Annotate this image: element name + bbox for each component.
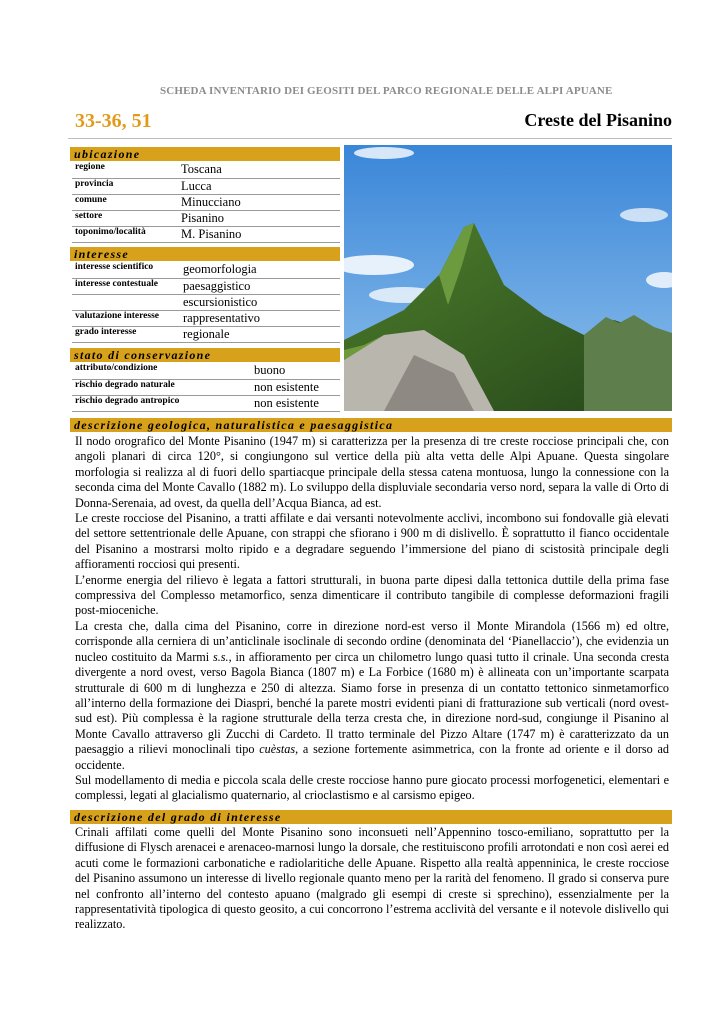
table-row: [72, 210, 340, 226]
table-row: [72, 294, 340, 310]
field-label: grado interesse: [72, 326, 180, 342]
section-descrizione-interesse-title: descrizione del grado di interesse: [70, 810, 672, 824]
text-run-italic: cuèstas: [259, 742, 296, 757]
text-run-italic: s.s.: [213, 649, 229, 664]
field-value: non esistente: [251, 395, 340, 411]
table-row: [72, 379, 340, 395]
table-row: [72, 326, 340, 342]
geosite-code: 33-36, 51: [75, 110, 152, 132]
table-row: [72, 363, 340, 379]
field-value: paesaggistico: [180, 278, 340, 294]
field-label: interesse contestuale: [72, 278, 180, 294]
header-divider: [68, 138, 672, 139]
field-value: M. Pisanino: [178, 226, 340, 242]
field-label: valutazione interesse: [72, 310, 180, 326]
mountain-photo: [344, 145, 672, 411]
field-value: Toscana: [178, 162, 340, 178]
table-row: [72, 278, 340, 294]
paragraph: Il nodo orografico del Monte Pisanino (1947 m) si caratterizza per la presenza di tre creste rocciose principali che, con angoli planari di circa 120°, si congiungono sul vertice della più alta vetta delle Alpi Apuane. Questa singolare morfologia si realizza al di fuori dello spartiacque principale della stessa catena montuosa, lungo la connessione con la seconda cima del Monte Cavallo (1882 m). Lo sviluppo della displuviale secondaria verso nord, separa la valle di Orto di Donna-Serenaia, ad ovest, da quella dell’Acqua Bianca, ad est.: [75, 434, 669, 510]
field-label: rischio degrado antropico: [72, 395, 251, 411]
field-label: regione: [72, 162, 178, 178]
descrizione-interesse-text: [75, 825, 669, 933]
section-stato-title: stato di conservazione: [70, 348, 340, 362]
geosite-name: Creste del Pisanino: [524, 110, 672, 130]
inventory-title: SCHEDA INVENTARIO DEI GEOSITI DEL PARCO REGIONALE DELLE ALPI APUANE: [160, 85, 613, 97]
paragraph: Le creste rocciose del Pisanino, a tratti affilate e dai versanti notevolmente acclivi, incombono sui fondovalle già elevati del settore settentrionale delle Apuane, con strappi che sfiorano i 900 m di dislivello. È soprattutto il fianco occidentale del Pisanino a mostrarsi molto ripido e a degradare seguendo l’immersione del piano di scistosità principale degli affioramenti rocciosi qui presenti.: [75, 511, 669, 572]
field-label: interesse scientifico: [72, 262, 180, 278]
table-row: [72, 226, 340, 242]
field-value: escursionistico: [180, 294, 340, 310]
interesse-table: [72, 262, 340, 343]
field-label: settore: [72, 210, 178, 226]
paragraph: Sul modellamento di media e piccola scala delle creste rocciose hanno pure giocato processi morfogenetici, elementari e complessi, legati al glacialismo quaternario, al crioclastismo e al carsismo epigeo.: [75, 772, 669, 803]
field-label: comune: [72, 194, 178, 210]
ubicazione-table: [72, 162, 340, 243]
text-run: , in affioramento per circa un chilometro lungo quasi tutto il crinale. Una seconda cresta divergente a nord ovest, verso Bagola Bianca (1807 m) e La Forbice (1680 m) è allineata con un’importante scarpata strutturale di 600 m di lunghezza e 250 di altezza. Siamo forse in presenza di un contatto tettonico sinmetamorfico all’interno della formazione dei Diaspri, benché la parete mostri evidenti piani di fratturazione sub verticali (nord ovest-sud est). Più complessa è la ragione strutturale della terza cresta che, in direzione nord-sud, congiunge il Pisanino al Monte Cavallo attraverso gli Zucchi di Cardeto. Il tratto terminale del Pizzo Altare (1747 m) è caratterizzato da un paesaggio a rilievi monoclinali tipo: [75, 649, 669, 757]
table-row: [72, 162, 340, 178]
field-value: regionale: [180, 326, 340, 342]
field-value: buono: [251, 363, 340, 379]
field-value: rappresentativo: [180, 310, 340, 326]
text-run: La cresta che, dalla cima del Pisanino, corre in direzione nord-est verso il Monte Mirandola (1566 m) ed oltre, corrisponde alla cerniera di un’anticlinale isoclinale di secondo ordine (denominata del ‘Pianellaccio’), che evidenzia un nucleo costituito da Marmi: [75, 618, 669, 664]
field-value: Minucciano: [178, 194, 340, 210]
table-row: [72, 395, 340, 411]
field-value: geomorfologia: [180, 262, 340, 278]
field-value: Lucca: [178, 178, 340, 194]
field-label: rischio degrado naturale: [72, 379, 251, 395]
paragraph: [75, 619, 669, 773]
table-row: [72, 262, 340, 278]
field-label: attributo/condizione: [72, 363, 251, 379]
field-value: non esistente: [251, 379, 340, 395]
paragraph: Crinali affilati come quelli del Monte Pisanino sono inconsueti nell’Appennino tosco-emiliano, soprattutto per la diffusione di Flysch arenacei e arenaceo-marnosi lungo la dorsale, che restituiscono profili arrotondati e non così aerei ed acuti come le formazioni carbonatiche e radiolaritiche delle Apuane. Rispetto alla realtà appenninica, le creste rocciose del Pisanino assumono un interesse di livello regionale quanto meno per la rarità del fenomeno. Il grado si conserva pure nel confronto all’interno del contesto apuano (malgrado gli esempi di creste si sprechino), essenzialmente per la rappresentatività tipologica di questo geosito, a cui concorrono l’estrema acclività del versante e il notevole dislivello qui realizzato.: [75, 825, 669, 932]
field-label: [72, 294, 180, 310]
section-ubicazione-title: ubicazione: [70, 147, 340, 161]
table-row: [72, 310, 340, 326]
paragraph: L’enorme energia del rilievo è legata a fattori strutturali, in buona parte dipesi dalla tettonica duttile della prima fase compressiva del Complesso metamorfico, senza dimenticare il contributo tangibile di complesse deformazioni fragili post-mioceniche.: [75, 572, 669, 618]
table-row: [72, 178, 340, 194]
stato-table: [72, 363, 340, 412]
text-run: , a sezione fortemente asimmetrica, con la fronte ad oriente e il dorso ad occidente.: [75, 742, 669, 772]
field-label: toponimo/località: [72, 226, 178, 242]
section-descrizione-geologica-title: descrizione geologica, naturalistica e paesaggistica: [70, 418, 672, 432]
table-row: [72, 194, 340, 210]
field-value: Pisanino: [178, 210, 340, 226]
section-interesse-title: interesse: [70, 247, 340, 261]
field-label: provincia: [72, 178, 178, 194]
descrizione-geologica-text: [75, 434, 669, 804]
